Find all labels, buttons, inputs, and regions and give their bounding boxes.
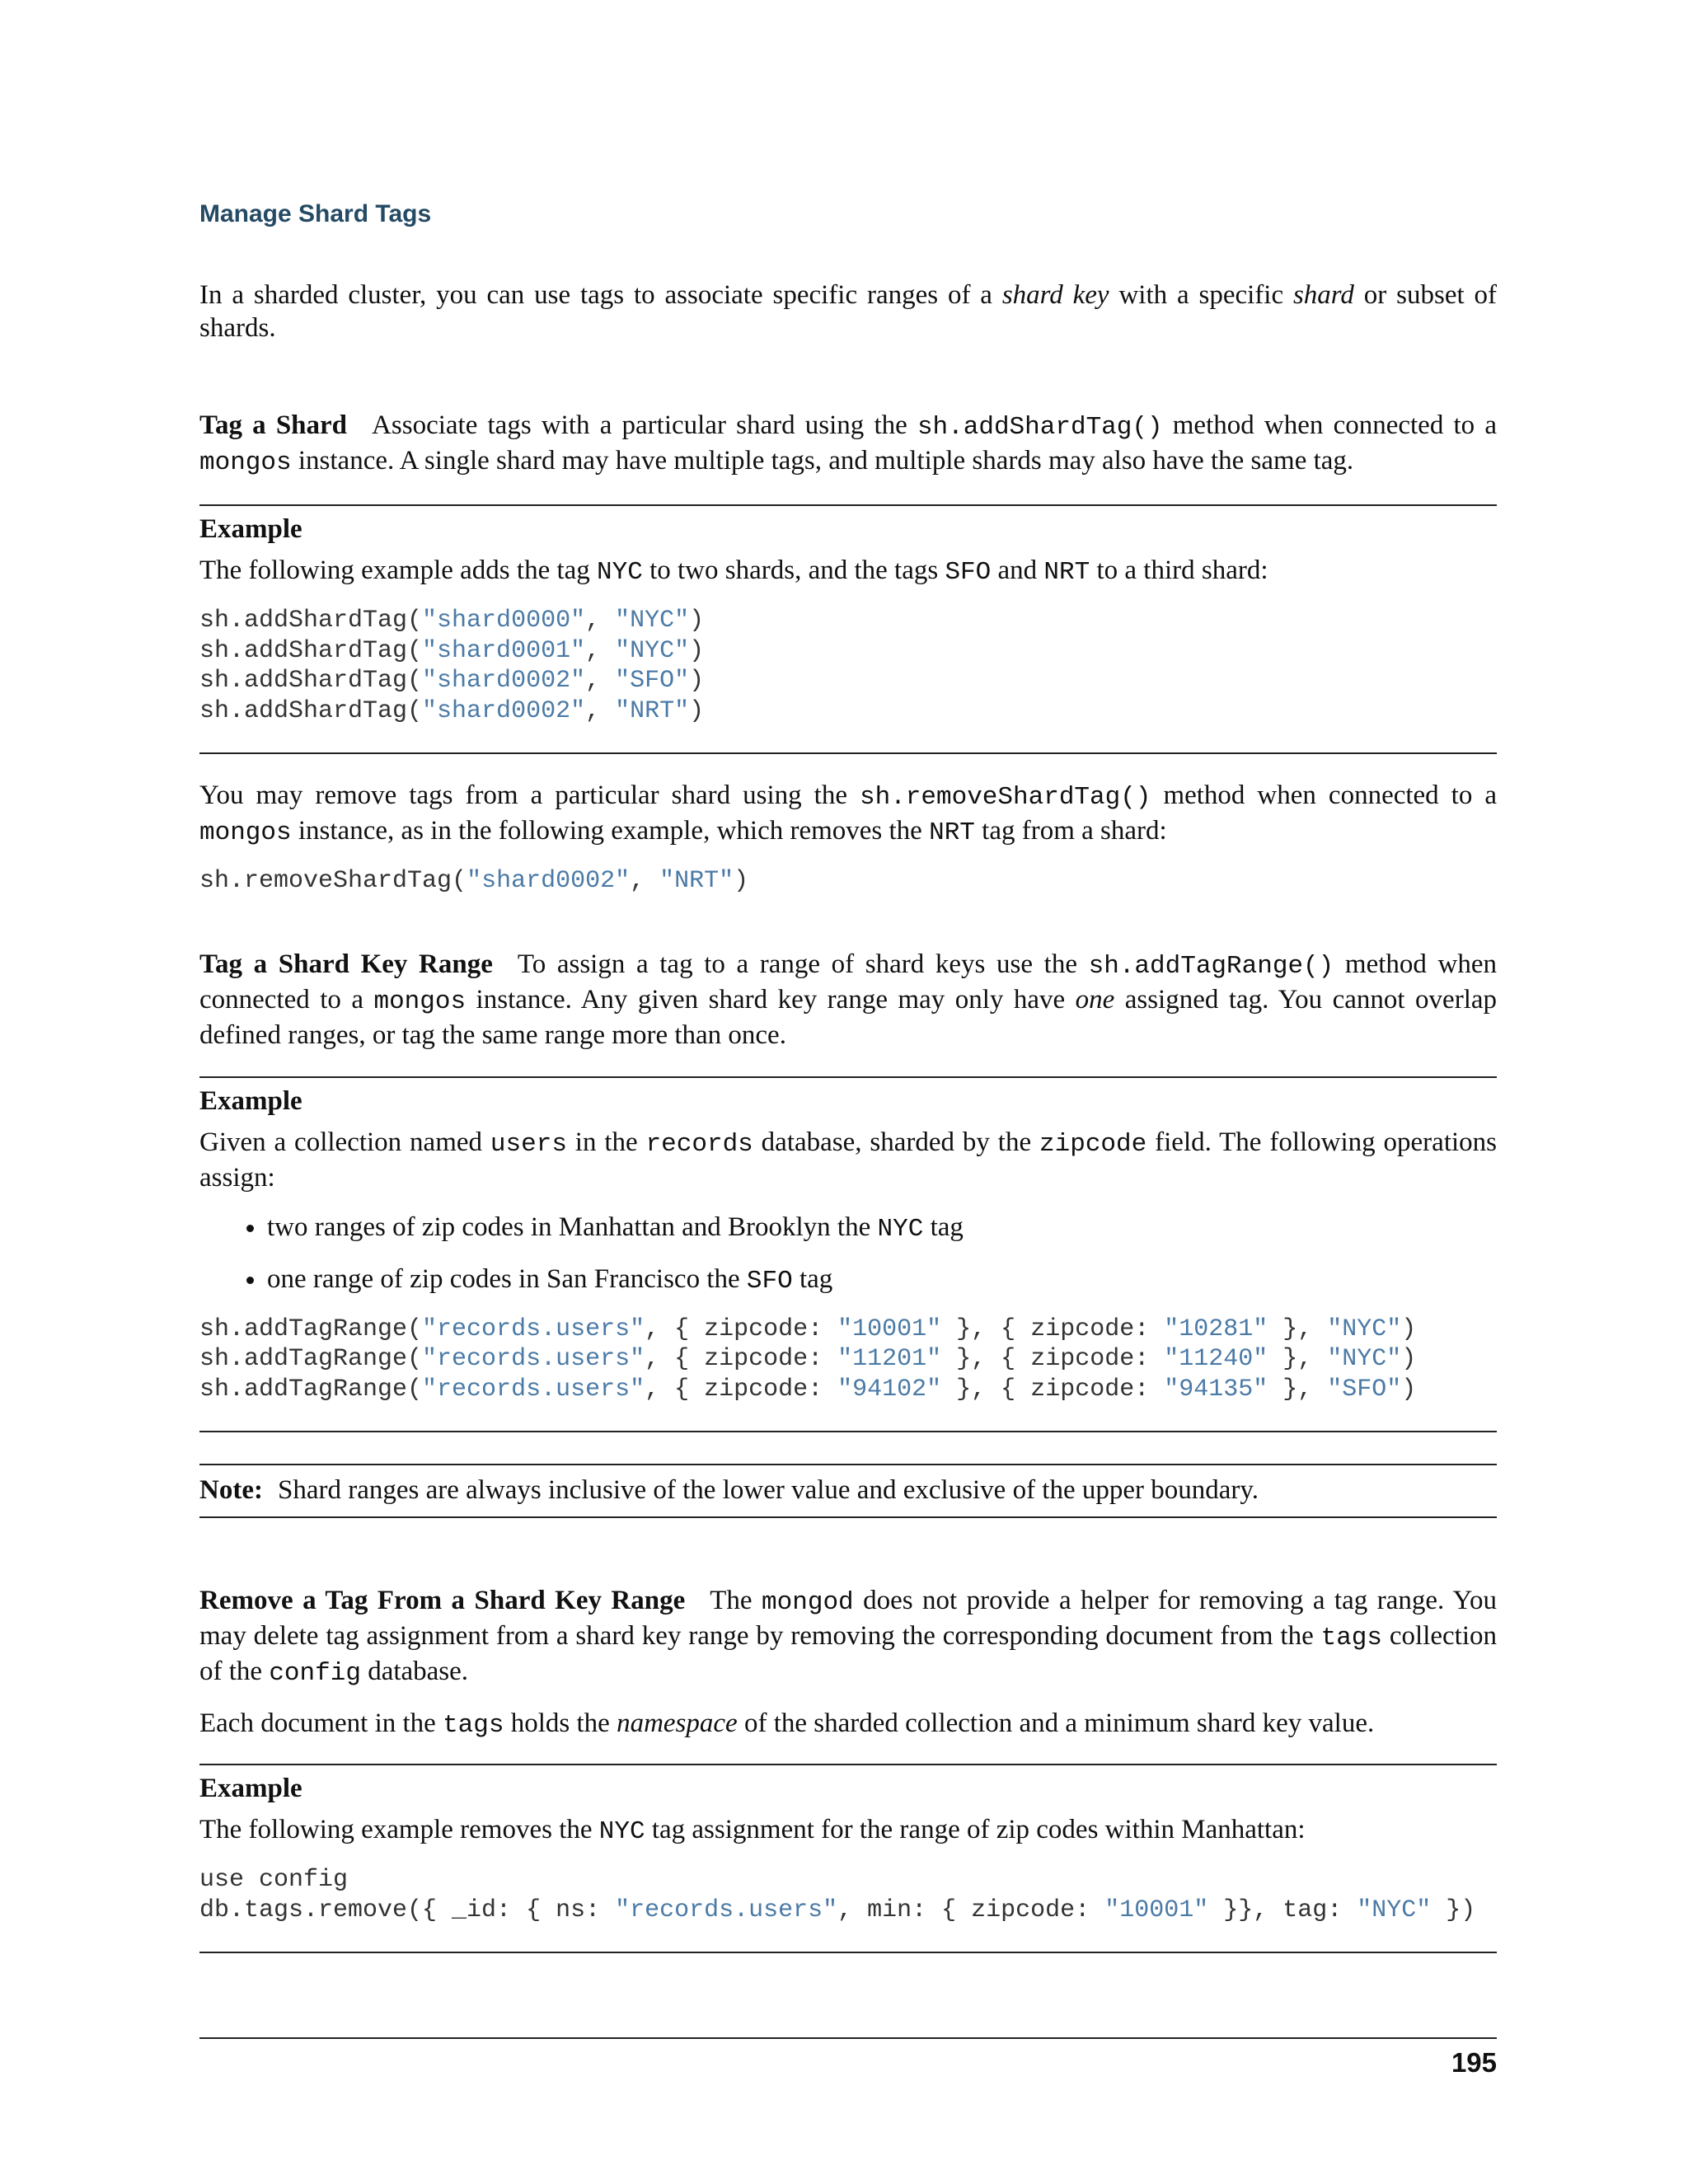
tag-range-example bbox=[199, 1076, 1497, 1433]
code-block-remove-shard-tag bbox=[199, 866, 1497, 897]
example-description: The following example adds the tag NYC to two shards, and the tags SFO and NRT to a third shard: bbox=[199, 555, 1268, 587]
example-description: The following example removes the NYC tag assignment for the range of zip codes within Manhattan: bbox=[199, 1815, 1306, 1846]
remove-tag-section bbox=[199, 1584, 1497, 1953]
note-label: Note: bbox=[199, 1475, 263, 1505]
list-item: • one range of zip codes in San Francisco the SFO tag bbox=[267, 1263, 1497, 1298]
example-description: Given a collection named users in the records database, sharded by the zipcode field. The following operations assign: bbox=[199, 1127, 1498, 1193]
code-line: sh.addTagRange("records.users", { zipcode: "11201" }, { zipcode: "11240" }, "NYC") bbox=[199, 1345, 1417, 1373]
code-block-add-tag-range bbox=[199, 1315, 1497, 1405]
remove-tag-example bbox=[199, 1764, 1497, 1953]
example-title: Example bbox=[199, 1774, 302, 1803]
list-item: • two ranges of zip codes in Manhattan and Brooklyn the NYC tag bbox=[267, 1211, 1497, 1246]
tag-shard-section bbox=[199, 409, 1497, 897]
code-line: sh.addTagRange("records.users", { zipcode: "94102" }, { zipcode: "94135" }, "SFO") bbox=[199, 1375, 1417, 1404]
remove-shard-tag-paragraph: You may remove tags from a particular shard using the sh.removeShardTag() method when connected to a mongos instance, as in the following example, which removes the NRT tag from a shard: bbox=[199, 780, 1497, 847]
section-heading: Manage Shard Tags bbox=[199, 200, 432, 227]
code-line: sh.removeShardTag("shard0002", "NRT") bbox=[199, 867, 749, 895]
footer-divider bbox=[199, 2037, 1497, 2039]
intro-paragraph: In a sharded cluster, you can use tags to associate specific ranges of a shard key with a specific shard or subset of shards. bbox=[199, 280, 1497, 343]
code-line: sh.addShardTag("shard0001", "NYC") bbox=[199, 636, 705, 665]
code-block-add-shard-tag bbox=[199, 606, 1497, 726]
tag-range-title: Tag a Shard Key Range bbox=[199, 949, 493, 979]
bullet-list bbox=[199, 1211, 1497, 1298]
tag-range-paragraph: Tag a Shard Key Range To assign a tag to a range of shard keys use the sh.addTagRange() method when connected to a mongos instance. Any given shard key range may only have one assigned tag. You cannot overlap defined ranges, or tag the same range more than once. bbox=[199, 949, 1498, 1050]
code-line: sh.addShardTag("shard0002", "SFO") bbox=[199, 667, 705, 695]
note-box bbox=[199, 1464, 1497, 1518]
code-line: use config bbox=[199, 1866, 349, 1894]
remove-tag-title: Remove a Tag From a Shard Key Range bbox=[199, 1586, 686, 1615]
page-number: 195 bbox=[1451, 2047, 1497, 2078]
tag-shard-paragraph: Tag a Shard Associate tags with a particular shard using the sh.addShardTag() method when connected to a mongos instance. A single shard may have multiple tags, and multiple shards may also have the same tag. bbox=[199, 410, 1497, 477]
example-title: Example bbox=[199, 514, 302, 544]
example-title: Example bbox=[199, 1085, 302, 1116]
tag-range-section bbox=[199, 948, 1497, 1519]
remove-tag-paragraph: Remove a Tag From a Shard Key Range The mongod does not provide a helper for removing a tag range. You may delete tag assignment from a shard key range by removing the corresponding document from the tags collection of the config database. bbox=[199, 1586, 1497, 1688]
tags-document-paragraph: Each document in the tags holds the namespace of the sharded collection and a minimum shard key value. bbox=[199, 1708, 1375, 1740]
tag-shard-example bbox=[199, 504, 1497, 754]
code-block-remove-tag-range bbox=[199, 1865, 1497, 1925]
page-content bbox=[199, 198, 1497, 1953]
code-line: sh.addShardTag("shard0002", "NRT") bbox=[199, 696, 705, 725]
tag-shard-title: Tag a Shard bbox=[199, 410, 348, 440]
note-text: Shard ranges are always inclusive of the lower value and exclusive of the upper boundary. bbox=[277, 1475, 1259, 1505]
code-line: sh.addTagRange("records.users", { zipcode: "10001" }, { zipcode: "10281" }, "NYC") bbox=[199, 1315, 1417, 1343]
code-line: db.tags.remove({ _id: { ns: "records.users", min: { zipcode: "10001" }}, tag: "NYC" }) bbox=[199, 1896, 1476, 1924]
code-line: sh.addShardTag("shard0000", "NYC") bbox=[199, 607, 705, 635]
